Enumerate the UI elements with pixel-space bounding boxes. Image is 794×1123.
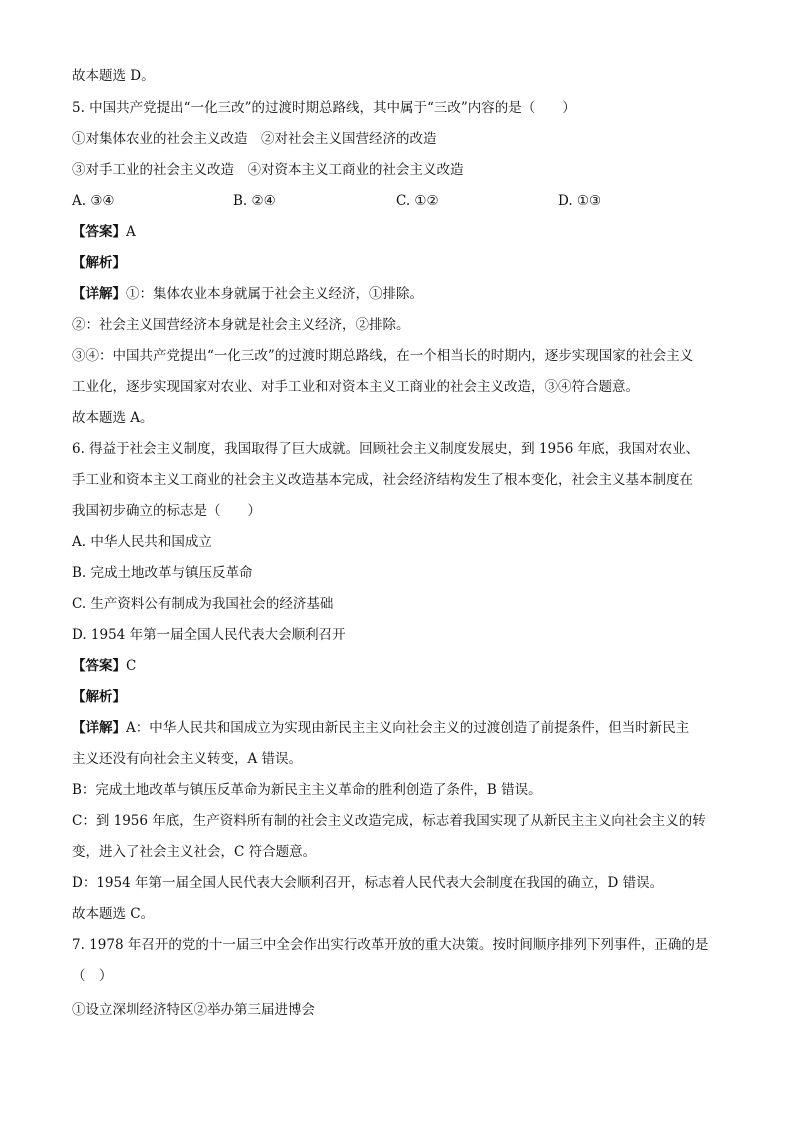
q5-item-line-1: ①对集体农业的社会主义改造 ②对社会主义国营经济的改造 bbox=[72, 131, 437, 147]
answer-value: C bbox=[126, 658, 137, 674]
q5-detail-2: ②：社会主义国营经济本身就是社会主义经济，②排除。 bbox=[72, 317, 410, 333]
q5-item-line-2: ③对手工业的社会主义改造 ④对资本主义工商业的社会主义改造 bbox=[72, 162, 464, 178]
q5-option-d: D. ①③ bbox=[558, 193, 602, 209]
answer-tag: 【答案】 bbox=[72, 658, 126, 674]
q6-stem-3: 我国初步确立的标志是（ ） bbox=[72, 503, 261, 519]
q5-answer bbox=[72, 222, 136, 242]
q5-stem: 5. 中国共产党提出“一化三改”的过渡时期总路线，其中属于“三改”内容的是（ ） bbox=[72, 100, 576, 116]
q7-item-line-1: ①设立深圳经济特区②举办第三届进博会 bbox=[72, 1002, 315, 1018]
answer-value: A bbox=[126, 224, 136, 240]
q6-detail-3: B：完成土地改革与镇压反革命为新民主主义革命的胜利创造了条件，B 错误。 bbox=[72, 782, 542, 798]
answer-tag: 【答案】 bbox=[72, 224, 126, 240]
q6-option-b: B. 完成土地改革与镇压反革命 bbox=[72, 565, 253, 581]
q6-stem-2: 手工业和资本主义工商业的社会主义改造基本完成，社会经济结构发生了根本变化，社会主义基本制度在 bbox=[72, 472, 693, 488]
detail-tag: 【详解】 bbox=[72, 720, 126, 736]
q6-conclusion: 故本题选 C。 bbox=[72, 906, 155, 922]
q5-option-c: C. ①② bbox=[396, 193, 439, 209]
q6-detail-5: 变，进入了社会主义社会，C 符合题意。 bbox=[72, 844, 317, 860]
q5-detail-3: ③④：中国共产党提出“一化三改”的过渡时期总路线，在一个相当长的时期内，逐步实现国家的社会主义 bbox=[72, 348, 694, 364]
detail-text: A：中华人民共和国成立为实现由新民主主义向社会主义的过渡创造了前提条件，但当时新民主 bbox=[126, 720, 690, 736]
q6-detail-4: C：到 1956 年底，生产资料所有制的社会主义改造完成，标志着我国实现了从新民主主义向社会主义的转 bbox=[72, 813, 706, 829]
q6-option-c: C. 生产资料公有制成为我国社会的经济基础 bbox=[72, 596, 334, 612]
detail-tag: 【详解】 bbox=[72, 286, 126, 302]
q6-stem-1: 6. 得益于社会主义制度，我国取得了巨大成就。回顾社会主义制度发展史，到 1956 年底，我国对农业、 bbox=[72, 441, 700, 457]
q6-detail-6: D：1954 年第一届全国人民代表大会顺利召开，标志着人民代表大会制度在我国的确立，D 错误。 bbox=[72, 875, 664, 891]
q5-detail-4: 工业化，逐步实现国家对农业、对手工业和对资本主义工商业的社会主义改造，③④符合题意。 bbox=[72, 379, 639, 395]
q7-stem-2: （ ） bbox=[72, 968, 113, 984]
q5-conclusion: 故本题选 A。 bbox=[72, 410, 154, 426]
q6-option-d: D. 1954 年第一届全国人民代表大会顺利召开 bbox=[72, 627, 346, 643]
q5-analysis-tag: 【解析】 bbox=[72, 255, 126, 271]
q6-detail-1 bbox=[72, 718, 689, 738]
detail-text: ①：集体农业本身就属于社会主义经济，①排除。 bbox=[126, 286, 423, 302]
q5-option-b: B. ②④ bbox=[233, 193, 276, 209]
q6-detail-2: 主义还没有向社会主义转变，A 错误。 bbox=[72, 751, 303, 767]
prev-conclusion: 故本题选 D。 bbox=[72, 68, 155, 84]
q6-answer bbox=[72, 656, 136, 676]
q6-analysis-tag: 【解析】 bbox=[72, 689, 126, 705]
q5-option-a: A. ③④ bbox=[72, 193, 115, 209]
q5-detail-1 bbox=[72, 284, 423, 304]
q6-option-a: A. 中华人民共和国成立 bbox=[72, 534, 212, 550]
q7-stem-1: 7. 1978 年召开的党的十一届三中全会作出实行改革开放的重大决策。按时间顺序排列下列事件，正确的是 bbox=[72, 937, 709, 953]
